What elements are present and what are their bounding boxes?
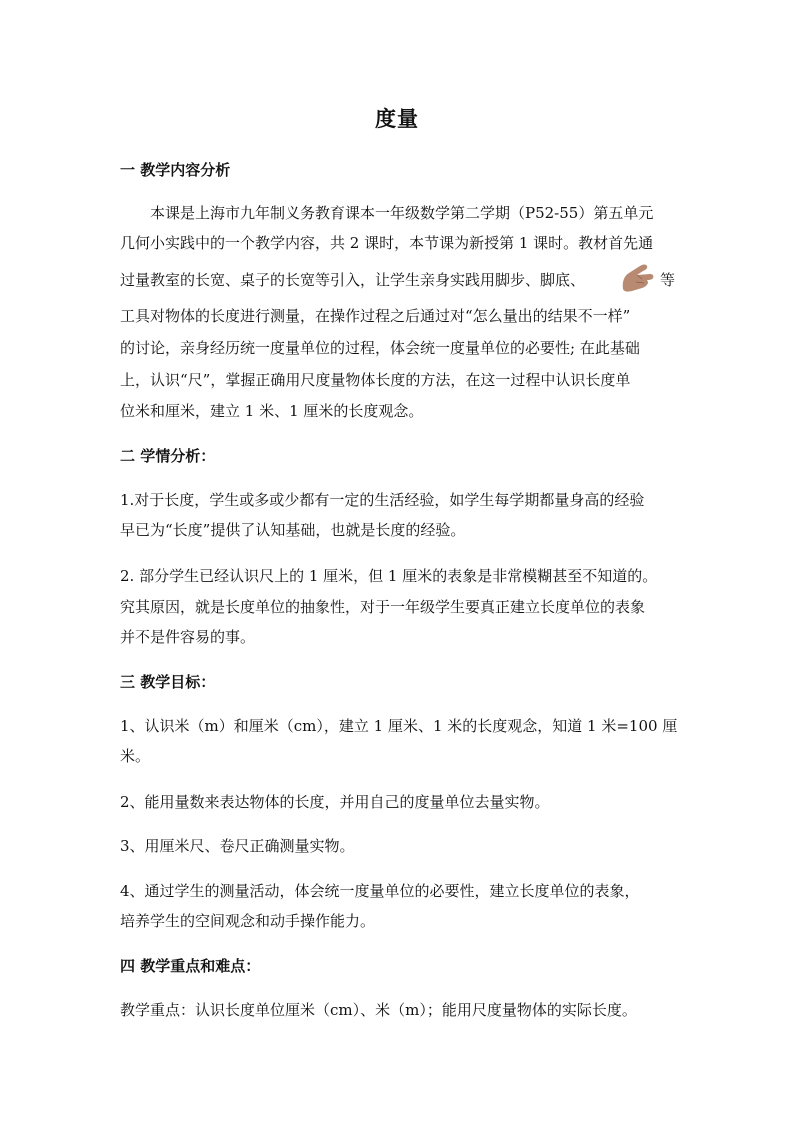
goal-line: 2、能用量数来表达物体的长度，并用自己的度量单位去量实物。 — [120, 793, 550, 811]
goal-line: 4、通过学生的测量活动，体会统一度量单位的必要性，建立长度单位的表象， — [120, 882, 640, 900]
paragraph-line: 2. 部分学生已经认识尺上的 1 厘米，但 1 厘米的表象是非常模糊甚至不知道的。 — [120, 567, 658, 585]
paragraph-line: 几何小实践中的一个教学内容，共 2 课时，本节课为新授第 1 课时。教材首先通 — [120, 234, 654, 252]
paragraph-line: 过量教室的长宽、桌子的长宽等引入，让学生亲身实践用脚步、脚底、 — [120, 271, 586, 289]
paragraph-line: 早已为“长度”提供了认知基础，也就是长度的经验。 — [120, 521, 466, 539]
pointing-hand-icon — [620, 262, 656, 292]
paragraph-line: 工具对物体的长度进行测量，在操作过程之后通过对“怎么量出的结果不一样” — [120, 307, 631, 325]
paragraph-line: 1.对于长度，学生或多或少都有一定的生活经验，如学生每学期都量身高的经验 — [120, 491, 645, 509]
goal-line: 3、用厘米尺、卷尺正确测量实物。 — [120, 837, 355, 855]
paragraph-line: 并不是件容易的事。 — [120, 628, 256, 646]
section-heading-learner-analysis: 二 学情分析： — [120, 447, 216, 465]
section-heading-content-analysis: 一 教学内容分析 — [120, 161, 231, 179]
paragraph-line: 的讨论，亲身经历统一度量单位的过程，体会统一度量单位的必要性; 在此基础 — [120, 339, 640, 357]
goal-line: 培养学生的空间观念和动手操作能力。 — [120, 912, 376, 930]
paragraph-line: 位米和厘米，建立 1 米、1 厘米的长度观念。 — [120, 402, 424, 420]
section-heading-teaching-goals: 三 教学目标： — [120, 673, 216, 691]
section-heading-key-difficult-points: 四 教学重点和难点： — [120, 957, 261, 975]
paragraph-line: 上，认识“尺”，掌握正确用尺度量物体长度的方法，在这一过程中认识长度单 — [120, 371, 631, 389]
key-point-line: 教学重点：认识长度单位厘米（cm）、米（m）；能用尺度量物体的实际长度。 — [120, 1001, 637, 1019]
goal-line: 1、认识米（m）和厘米（cm），建立 1 厘米、1 米的长度观念，知道 1 米=100 厘 — [120, 717, 678, 735]
paragraph-line-end: 等 — [660, 271, 676, 289]
document-title: 度量 — [375, 106, 419, 131]
paragraph-line: 本课是上海市九年制义务教育课本一年级数学第二学期（P52-55）第五单元 — [150, 204, 654, 222]
paragraph-line: 究其原因，就是长度单位的抽象性，对于一年级学生要真正建立长度单位的表象 — [120, 598, 646, 616]
goal-line: 米。 — [120, 747, 151, 765]
